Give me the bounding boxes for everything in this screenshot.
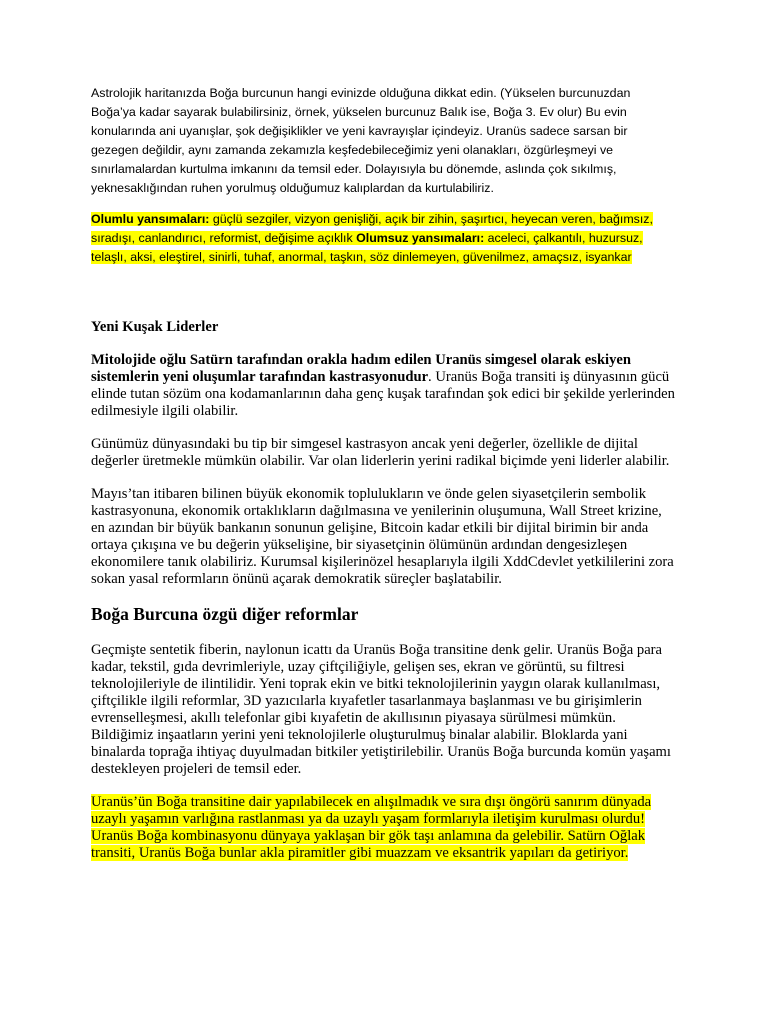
positive-reflections-label: Olumlu yansımaları:	[91, 212, 210, 226]
paragraph-reforms: Geçmişte sentetik fiberin, naylonun icattı da Uranüs Boğa transitine denk gelir. Uranüs Boğa para kadar, tekstil, gıda devrimleriyle, uzay çiftçiliğiyle, gelişen ses, ekran ve görüntü, su filtresi teknolojileriyle de ilintilidir. Yeni toprak ekin ve bitki teknolojilerinin yaygın olarak kullanılması, çiftçilikle ilgili reformlar, 3D yazıcılarla kıyafetler tasarlanmaya başlanması ve bu girişimlerin evrenselleşmesi, akıllı telefonlar gibi kıyafetin de akıllısının piyasaya sürülmesi mümkün. Bildiğimiz inşaatların yerini yeni teknolojilerle oluşturulmuş binalar alabilir. Bloklarda yani binalarda toprağa ihtiyaç duyulmadan bitkiler yetiştirilebilir. Uranüs Boğa burcunda komün yaşamı destekleyen projeleri de temsil eder.	[91, 642, 671, 777]
paragraph-reflections	[91, 210, 676, 267]
paragraph-digital-values: Günümüz dünyasındaki bu tip bir simgesel kastrasyon ancak yeni değerler, özellikle de dijital değerler üretmekle mümkün olabilir. Var olan liderlerin yerini radikal biçimde yeni liderler alabilir.	[91, 436, 670, 469]
mythology-text: . Uranüs Boğa transiti iş dünyasının gücü elinde tutan sözüm ona kodamanlarının daha genç kuşak tarafından şok edici bir şekilde yerlerinden edilmesiyle ilgili olabilir.	[91, 369, 675, 419]
heading-new-generation-leaders: Yeni Kuşak Liderler	[91, 319, 219, 335]
paragraph-mythology	[91, 352, 676, 420]
negative-reflections-label: Olumsuz yansımaları:	[356, 231, 485, 245]
positive-reflections-text: güçlü sezgiler, vizyon genişliği, açık bir zihin, şaşırtıcı, heyecan veren, bağımsız, sıradışı, canlandırıcı, reformist, değişime açıklık	[91, 212, 653, 245]
alien-life-highlighted-text: Uranüs’ün Boğa transitine dair yapılabilecek en alışılmadık ve sıra dışı öngörü sanırım dünyada uzaylı yaşamın varlığına rastlanması ya da uzaylı yaşam formlarıyla iletişim kurulması olurdu! Uranüs Boğa kombinasyonu dünyaya yaklaşan bir gök taşı anlamına da gelebilir. Satürn Oğlak transiti, Uranüs Boğa bunlar akla piramitler gibi muazzam ve eksantrik yapıları da getiriyor.	[91, 794, 652, 861]
paragraph-may-predictions: Mayıs’tan itibaren bilinen büyük ekonomik toplulukların ve önde gelen siyasetçilerin sembolik kastrasyonuna, ekonomik ortaklıkların dağılmasına ve yenilerinin oluşumuna, Wall Street krizine, en azından bir büyük bankanın sonunun gelişine, Bitcoin kadar etkili bir dijital birimin bir anda ortaya çıkışına ve bu değerin yükselişine, bir siyasetçinin ölümünün ardından dengesizleşen ekonomilere tanık olabiliriz. Kurumsal kişilerinözel hesaplarıyla ilgili XddCdevlet yetkililerini zora sokan yasal reformların önünü açarak demokratik süreçler başlatabilir.	[91, 486, 674, 587]
document-body	[91, 84, 676, 862]
negative-reflections-text: aceleci, çalkantılı, huzursuz, telaşlı, aksi, eleştirel, sinirli, tuhaf, anormal, taşkın, söz dinlemeyen, güvenilmez, amaçsız, isyankar	[91, 231, 643, 264]
heading-other-reforms: Boğa Burcuna özgü diğer reformlar	[91, 604, 359, 624]
paragraph-intro: Astrolojik haritanızda Boğa burcunun hangi evinizde olduğuna dikkat edin. (Yükselen burcunuzdan Boğa’ya kadar sayarak bulabilirsiniz, örnek, yükselen burcunuz Balık ise, Boğa 3. Ev olur) Bu evin konularında ani uyanışlar, şok değişiklikler ve yeni kavrayışlar içindeyiz. Uranüs sadece sarsan bir gezegen değildir, aynı zamanda zekamızla keşfedebileceğimiz yeni olanakları, özgürleşmeyi ve sınırlamalardan kurtulma imkanını da temsil eder. Dolayısıyla bu dönemde, aslında çok sıkılmış, yeknesaklığından ruhen yorulmuş olduğumuz kalıplardan da kurtulabiliriz.	[91, 86, 631, 195]
mythology-bold-text: Mitolojide oğlu Satürn tarafından orakla hadım edilen Uranüs simgesel olarak eskiyen sistemlerin yeni oluşumlar tarafından kastrasyonudur	[91, 352, 632, 385]
paragraph-alien-life	[91, 794, 676, 862]
